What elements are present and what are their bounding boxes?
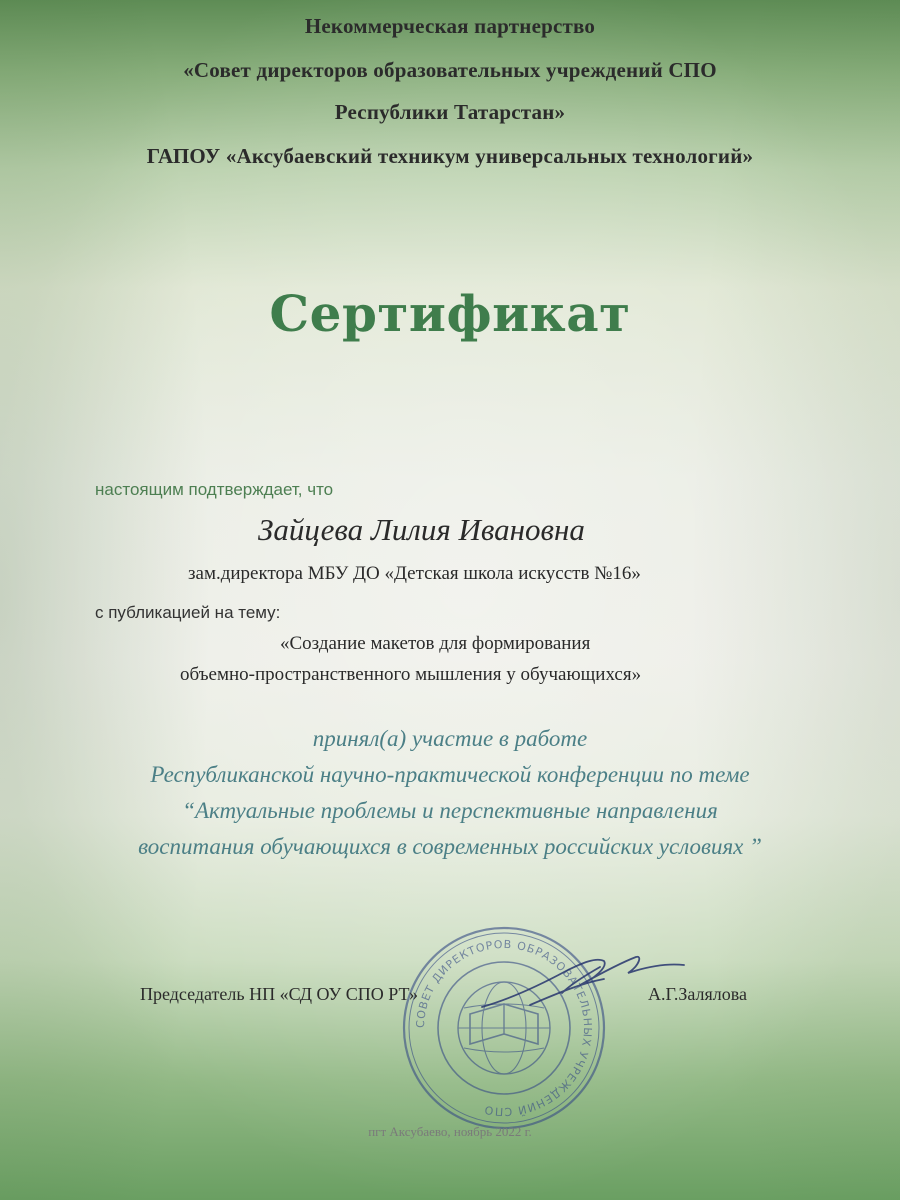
topic-intro: с публикацией на тему: (95, 603, 281, 622)
topic-line-1: «Создание макетов для формирования (280, 633, 591, 654)
place-and-date: пгт Аксубаево, ноябрь 2022 г. (368, 1124, 532, 1139)
recipient-name: Зайцева Лилия Ивановна (258, 512, 585, 547)
participation-line-1: принял(а) участие в работе (312, 726, 588, 751)
chairman-name: А.Г.Залялова (648, 984, 748, 1004)
participation-line-3: “Актуальные проблемы и перспективные направления (182, 798, 718, 823)
header-line-1: Некоммерческая партнерство (304, 14, 596, 38)
recipient-position: зам.директора МБУ ДО «Детская школа искусств №16» (188, 563, 641, 584)
header-line-2: «Совет директоров образовательных учреждений СПО (183, 58, 717, 82)
topic-line-2: объемно-пространственного мышления у обучающихся» (180, 664, 642, 685)
participation-line-4: воспитания обучающихся в современных российских условиях ” (138, 834, 762, 859)
certificate-title: Сертификат (269, 284, 631, 343)
confirm-text: настоящим подтверждает, что (95, 480, 334, 499)
header-line-4: ГАПОУ «Аксубаевский техникум универсальных технологий» (146, 144, 754, 168)
chairman-role: Председатель НП «СД ОУ СПО РТ» (140, 984, 418, 1004)
seal-ring-text: СОВЕТ ДИРЕКТОРОВ ОБРАЗОВАТЕЛЬНЫХ УЧРЕЖДЕНИЙ СПО (413, 937, 595, 1119)
participation-line-2: Республиканской научно-практической конференции по теме (150, 762, 750, 787)
header-line-3: Республики Татарстан» (334, 100, 566, 124)
